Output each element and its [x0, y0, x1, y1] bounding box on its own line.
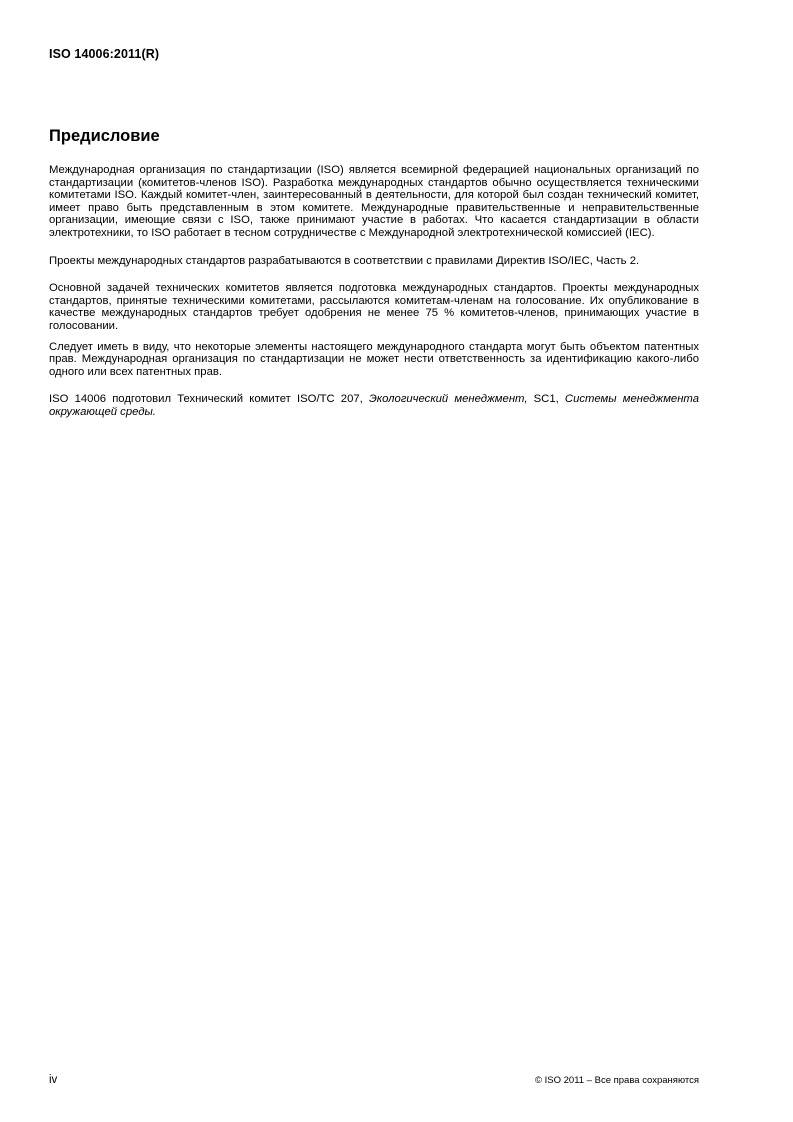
document-header: ISO 14006:2011(R): [49, 47, 160, 61]
paragraph-technical-committees: Основной задачей технических комитетов является подготовка международных стандартов. Проекты международных стандартов, принятые техническими комитетами, рассылаются комитетам-членам на голосование. Их опубликование в качестве международных стандартов требует одобрения не менее 75 % комитетов-членов, принимающих участие в голосовании.: [49, 282, 699, 332]
paragraph-patent-rights: Следует иметь в виду, что некоторые элементы настоящего международного стандарта могут быть объектом патентных прав. Международная организация по стандартизации не может нести ответственность за идентификацию какого-либо одного или всех патентных прав.: [49, 340, 699, 378]
subcommittee-name: Системы менеджмента окружающей среды.: [49, 393, 700, 418]
page-number: iv: [49, 1074, 58, 1086]
copyright-notice: © ISO 2011 – Все права сохраняются: [534, 1075, 699, 1086]
committee-name: Экологический менеджмент,: [368, 393, 528, 406]
prepared-by-middle: SC1,: [527, 393, 565, 406]
prepared-by-prefix: ISO 14006 подготовил Технический комитет ISO/TC 207,: [49, 393, 369, 406]
document-body: [49, 126, 699, 434]
paragraph-prepared-by: [49, 393, 699, 418]
document-footer: [49, 1074, 699, 1086]
paragraph-directives: Проекты международных стандартов разрабатываются в соответствии с правилами Директив ISO/IEC, Часть 2.: [49, 254, 640, 267]
paragraph-iso-organization: Международная организация по стандартизации (ISO) является всемирной федерацией национальных организаций по стандартизации (комитетов-членов ISO). Разработка международных стандартов обычно осуществляется техническими комитетами ISO. Каждый комитет-член, заинтересованный в деятельности, для которой был создан технический комитет, имеет право быть представленным в этом комитете. Международные правительственные и неправительственные организации, имеющие связи с ISO, также принимают участие в работах. Что касается стандартизации в области электротехники, то ISO работает в тесном сотрудничестве с Международной электротехнической комиссией (IEC).: [49, 164, 699, 239]
section-title: Предисловие: [49, 127, 160, 145]
